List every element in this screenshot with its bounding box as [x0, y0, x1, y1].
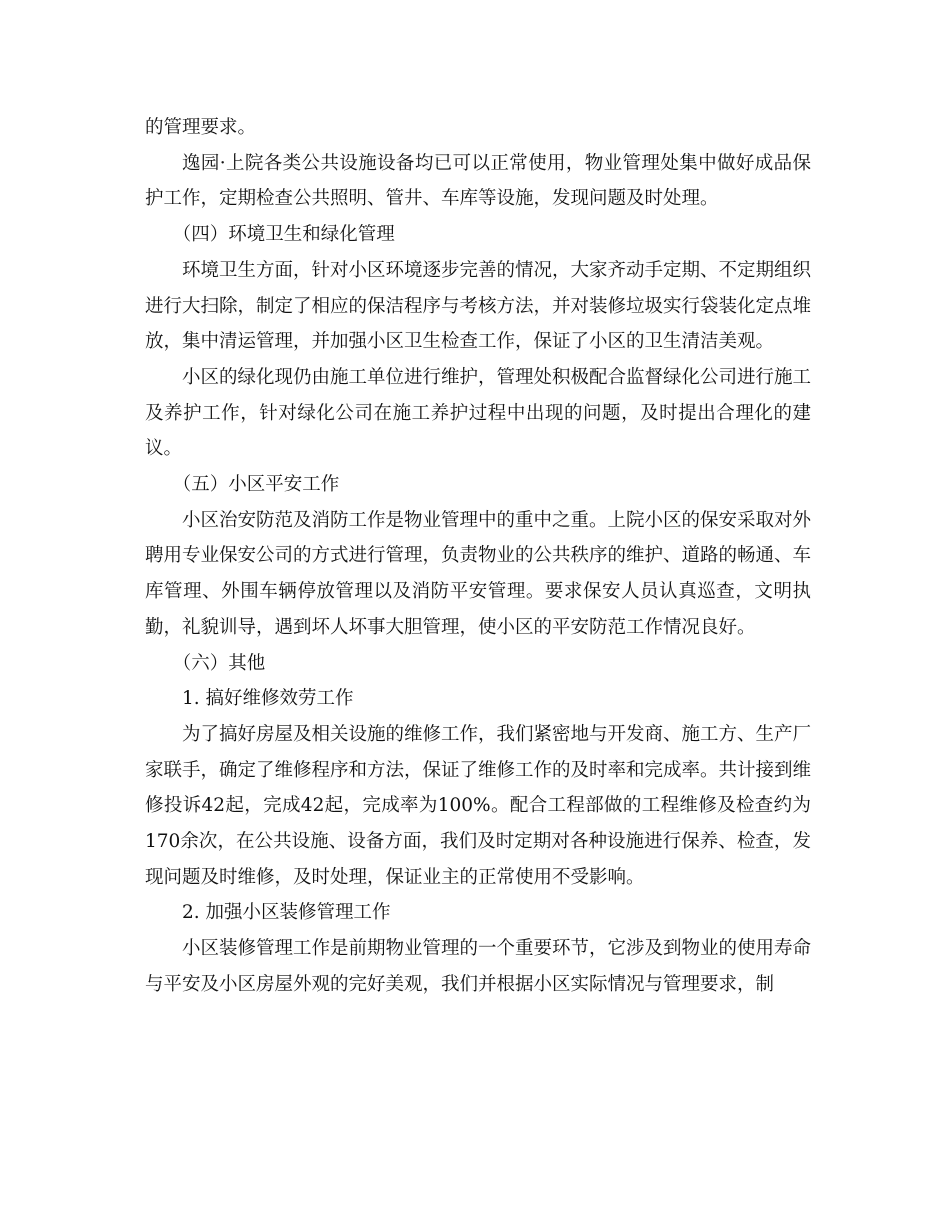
section-heading-environment: （四）环境卫生和绿化管理	[172, 224, 395, 246]
section-heading-safety: （五）小区平安工作	[172, 474, 340, 496]
paragraph-renovation: 小区装修管理工作是前期物业管理的一个重要环节，它涉及到物业的使用寿命与平安及小区房屋外观的完好美观，我们并根据小区实际情况与管理要求，制	[145, 938, 812, 995]
paragraph-facilities: 逸园·上院各类公共设施设备均已可以正常使用，物业管理处集中做好成品保护工作，定期检查公共照明、管井、车库等设施，发现问题及时处理。	[145, 152, 811, 210]
paragraph-continuation: 的管理要求。	[145, 117, 257, 138]
document-body	[145, 110, 811, 1003]
paragraph-sanitation: 环境卫生方面，针对小区环境逐步完善的情况，大家齐动手定期、不定期组织进行大扫除，制定了相应的保洁程序与考核方法，并对装修垃圾实行袋装化定点堆放，集中清运管理，并加强小区卫生检查工作，保证了小区的卫生清洁美观。	[145, 259, 812, 353]
paragraph-security: 小区治安防范及消防工作是物业管理中的重中之重。上院小区的保安采取对外聘用专业保安公司的方式进行管理，负责物业的公共秩序的维护、道路的畅通、车库管理、外围车辆停放管理以及消防平安管理。要求保安人员认真巡查，文明执勤，礼貌训导，遇到坏人坏事大胆管理，使小区的平安防范工作情况良好。	[145, 509, 812, 638]
section-heading-other: （六）其他	[172, 652, 266, 674]
subheading-maintenance: 1. 搞好维修效劳工作	[182, 688, 354, 710]
subheading-renovation: 2. 加强小区装修管理工作	[182, 902, 391, 924]
paragraph-greening: 小区的绿化现仍由施工单位进行维护，管理处积极配合监督绿化公司进行施工及养护工作，针对绿化公司在施工养护过程中出现的问题，及时提出合理化的建议。	[145, 366, 812, 460]
paragraph-maintenance: 为了搞好房屋及相关设施的维修工作，我们紧密地与开发商、施工方、生产厂家联手，确定了维修程序和方法，保证了维修工作的及时率和完成率。共计接到维修投诉42起，完成42起，完成率为100%。配合工程部做的工程维修及检查约为170余次，在公共设施、设备方面，我们及时定期对各种设施进行保养、检查，发现问题及时维修，及时处理，保证业主的正常使用不受影响。	[145, 723, 812, 888]
